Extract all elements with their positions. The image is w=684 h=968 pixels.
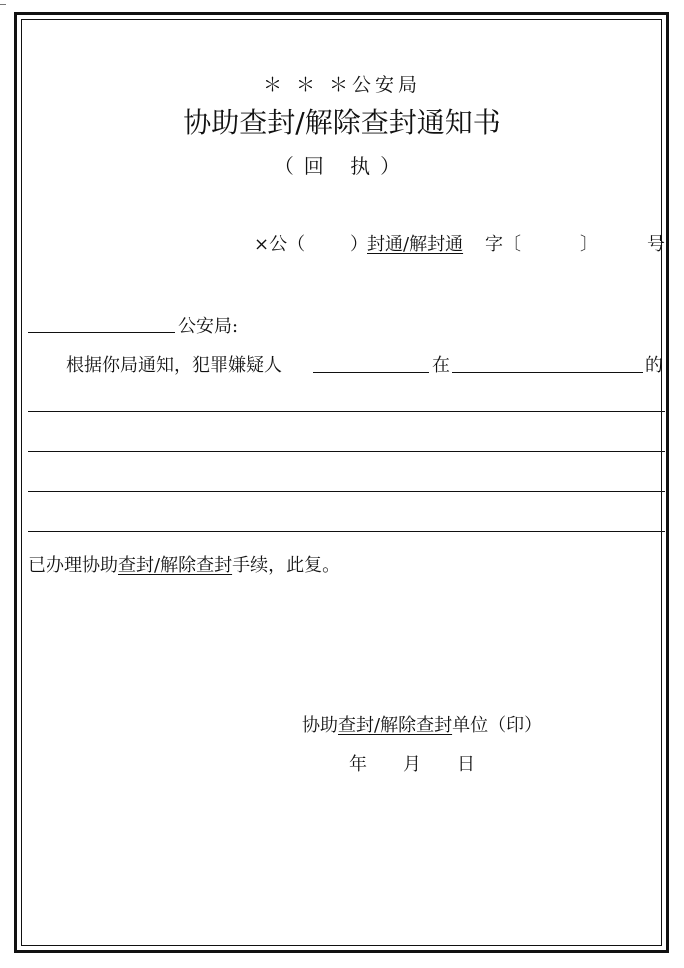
agency-name: ＊ ＊ ＊公安局 — [262, 74, 422, 96]
date-month: 月 — [403, 754, 421, 775]
final-underlined: 查封/解除查封 — [118, 555, 233, 576]
signature-part1: 协助 — [302, 715, 338, 736]
writing-line-4[interactable] — [28, 531, 665, 532]
final-part1: 已办理协助 — [28, 555, 118, 576]
final-part2: 手续，此复。 — [232, 555, 341, 576]
body-line1-part1: 根据你局通知，犯罪嫌疑人 — [66, 355, 282, 376]
signature-part2: 单位（印） — [452, 715, 543, 736]
body-line1-part3: 的 — [645, 355, 663, 376]
ref-hao: 号 — [647, 234, 665, 255]
signature-underlined: 查封/解除查封 — [338, 715, 453, 736]
ref-close-paren: ） — [350, 234, 368, 255]
document-title: 协助查封/解除查封通知书 — [183, 106, 501, 139]
suspect-name-blank[interactable] — [313, 372, 429, 373]
ref-prefix: ×公（ — [254, 234, 306, 255]
date-day: 日 — [457, 754, 475, 775]
writing-line-3[interactable] — [28, 491, 665, 492]
body-final-line — [28, 551, 340, 577]
corner-mark — [0, 4, 6, 5]
addressee-suffix: 公安局: — [178, 316, 239, 337]
ref-word: 封通/解封通 — [367, 234, 464, 255]
ref-suffix: 字〔 — [485, 234, 521, 255]
date-year: 年 — [349, 754, 367, 775]
addressee-blank[interactable] — [28, 332, 175, 333]
document-subtitle: （回 执） — [273, 154, 411, 178]
writing-line-2[interactable] — [28, 451, 665, 452]
signature-line — [302, 711, 542, 737]
property-location-blank[interactable] — [452, 372, 643, 373]
ref-bracket-close: 〕 — [580, 234, 598, 255]
body-line1-part2: 在 — [432, 355, 450, 376]
writing-line-1[interactable] — [28, 411, 665, 412]
